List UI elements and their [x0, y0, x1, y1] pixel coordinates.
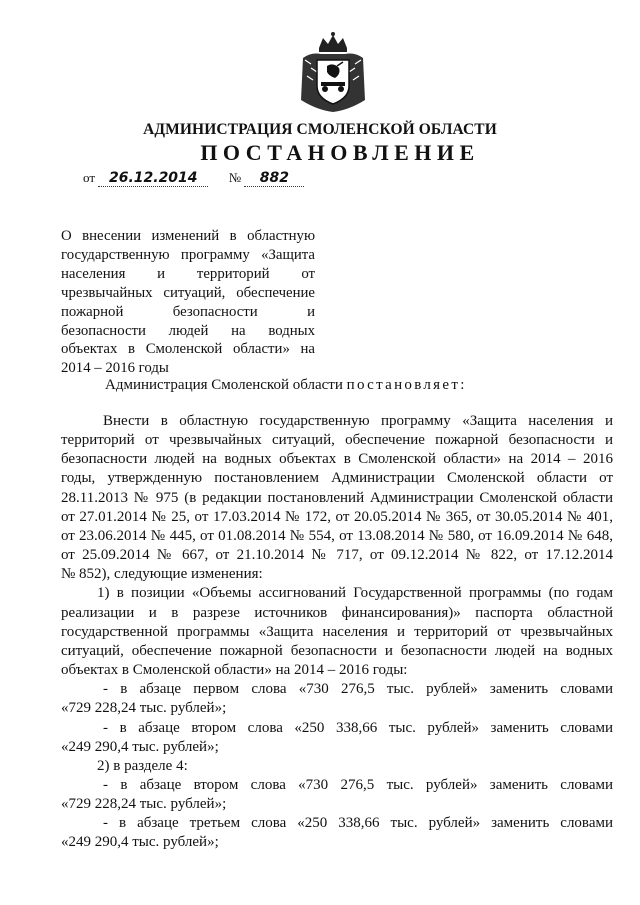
- body-line: от 25.09.2014 № 667, от 21.10.2014 № 717, от 09.12.2014 № 822, от 17.12.2014: [61, 547, 613, 564]
- handwritten-number: 882: [244, 170, 304, 187]
- body-line: территорий от чрезвычайных ситуаций, обеспечение пожарной безопасности и: [61, 432, 613, 449]
- decree-verb: постановляет:: [346, 377, 467, 393]
- body-line: годы, утвержденную постановлением Администрации Смоленской области от: [61, 470, 613, 487]
- body-line: «729 228,24 тыс. рублей»;: [61, 700, 227, 717]
- organization-name: АДМИНИСТРАЦИЯ СМОЛЕНСКОЙ ОБЛАСТИ: [143, 121, 497, 138]
- subject-line: пожарной безопасности и: [61, 303, 315, 320]
- decree-prefix: Администрация Смоленской области: [105, 377, 343, 393]
- body-line: безопасности людей на водных объектах в Смоленской области» на 2014 – 2016: [61, 451, 613, 468]
- body-line: ситуаций, обеспечение пожарной безопасности и безопасности людей на водных: [61, 642, 613, 659]
- body-line: от 27.01.2014 № 25, от 17.03.2014 № 172, от 20.05.2014 № 365, от 30.05.2014 № 401,: [61, 508, 613, 525]
- document-subject: [61, 227, 315, 378]
- decree-statement: [105, 377, 467, 394]
- body-line: реализации и в разрезе источников финансирования)» паспорта областной: [61, 604, 613, 621]
- body-line: от 23.06.2014 № 445, от 01.08.2014 № 554, от 13.08.2014 № 580, от 16.09.2014 № 648,: [61, 527, 613, 544]
- handwritten-date: 26.12.2014: [98, 170, 208, 187]
- subject-line: объектах в Смоленской области» на: [61, 341, 315, 358]
- body-line: объектах в Смоленской области» на 2014 – 2016 годы:: [61, 662, 408, 679]
- body-line: «249 290,4 тыс. рублей»;: [61, 738, 219, 755]
- body-line: - в абзаце втором слова «250 338,66 тыс. рублей» заменить словами: [103, 719, 613, 736]
- date-number-line: [83, 170, 304, 187]
- subject-line: 2014 – 2016 годы: [61, 360, 169, 377]
- number-prefix: №: [228, 170, 242, 185]
- subject-line: населения и территорий от: [61, 265, 315, 282]
- body-line: 28.11.2013 № 975 (в редакции постановлений Администрации Смоленской области: [61, 489, 613, 506]
- body-line: государственной программы «Защита населения и территорий от чрезвычайных: [61, 623, 613, 640]
- date-prefix: от: [83, 170, 96, 185]
- body-line: «249 290,4 тыс. рублей»;: [61, 834, 219, 851]
- subject-line: чрезвычайных ситуаций, обеспечение: [61, 284, 315, 301]
- body-line: - в абзаце первом слова «730 276,5 тыс. рублей» заменить словами: [103, 681, 613, 698]
- body-line: № 852), следующие изменения:: [61, 566, 263, 583]
- document-body: [61, 412, 613, 853]
- body-line: - в абзаце втором слова «730 276,5 тыс. рублей» заменить словами: [103, 776, 613, 793]
- subject-line: О внесении изменений в областную: [61, 228, 315, 244]
- body-line: - в абзаце третьем слова «250 338,66 тыс. рублей» заменить словами: [103, 815, 613, 832]
- body-line: 2) в разделе 4:: [97, 757, 188, 774]
- body-line: «729 228,24 тыс. рублей»;: [61, 796, 227, 813]
- subject-line: безопасности людей на водных: [61, 322, 315, 339]
- document-type-title: ПОСТАНОВЛЕНИЕ: [200, 140, 480, 165]
- subject-line: государственную программу «Защита: [61, 246, 315, 263]
- coat-of-arms-emblem: [291, 30, 375, 114]
- body-line: 1) в позиции «Объемы ассигнований Государственной программы (по годам: [97, 585, 613, 602]
- body-line: Внести в областную государственную программу «Защита населения и: [103, 413, 613, 429]
